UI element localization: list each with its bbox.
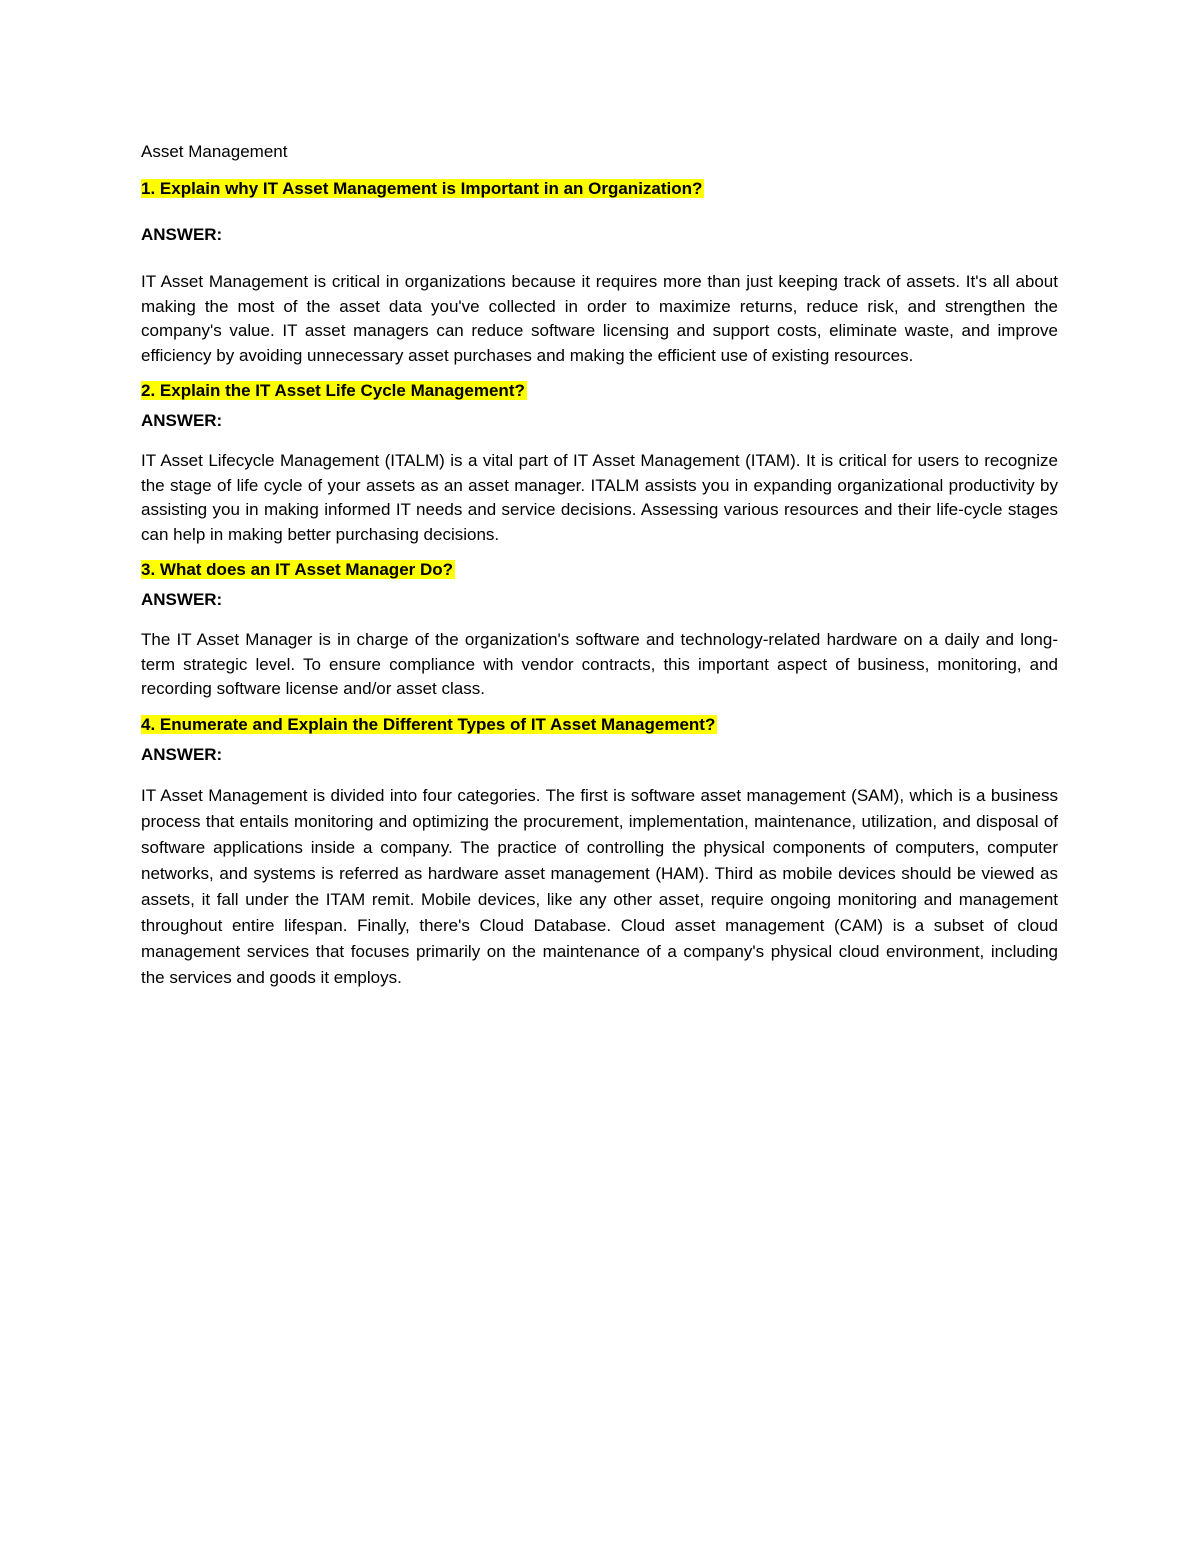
qa-section-1 (141, 178, 1058, 368)
answer-2-text: IT Asset Lifecycle Management (ITALM) is a vital part of IT Asset Management (ITAM). It is critical for users to recognize the stage of life cycle of your assets as an asset manager. ITALM assists you in expanding organizational productivity by assisting you in making informed IT needs and service decisions. Assessing various resources and their life-cycle stages can help in making better purchasing decisions. (141, 451, 1058, 544)
answer-1-text: IT Asset Management is critical in organizations because it requires more than just keeping track of assets. It's all about making the most of the asset data you've collected in order to maximize returns, reduce risk, and strengthen the company's value. IT asset managers can reduce software licensing and support costs, eliminate waste, and improve efficiency by avoiding unnecessary asset purchases and making the efficient use of existing resources. (141, 272, 1058, 365)
qa-section-3 (141, 559, 1058, 702)
question-3 (141, 559, 1058, 581)
answer-label-4: ANSWER: (141, 744, 223, 764)
question-1-text: 1. Explain why IT Asset Management is Important in an Organization? (141, 179, 703, 198)
question-2 (141, 380, 1058, 402)
answer-label-1: ANSWER: (141, 225, 223, 244)
question-4-text: 4. Enumerate and Explain the Different Types of IT Asset Management? (141, 714, 716, 734)
qa-section-2 (141, 380, 1058, 547)
answer-3-text: The IT Asset Manager is in charge of the organization's software and technology-related hardware on a daily and long-term strategic level. To ensure compliance with vendor contracts, this important aspect of business, monitoring, and recording software license and/or asset class. (141, 630, 1058, 698)
question-2-text: 2. Explain the IT Asset Life Cycle Management? (141, 381, 525, 400)
qa-section-4 (141, 714, 1058, 991)
answer-4-text: IT Asset Management is divided into four categories. The first is software asset management (SAM), which is a business process that entails monitoring and optimizing the procurement, implementation, maintenance, utilization, and disposal of software applications inside a company. The practice of controlling the physical components of computers, computer networks, and systems is referred as hardware asset management (HAM). Third as mobile devices should be viewed as assets, it fall under the ITAM remit. Mobile devices, like any other asset, require ongoing monitoring and management throughout entire lifespan. Finally, there's Cloud Database. Cloud asset management (CAM) is a subset of cloud management services that focuses primarily on the maintenance of a company's physical cloud environment, including the services and goods it employs. (141, 785, 1058, 987)
answer-label-3: ANSWER: (141, 590, 223, 609)
document-page (141, 140, 1058, 991)
question-1 (141, 178, 1058, 200)
question-3-text: 3. What does an IT Asset Manager Do? (141, 560, 454, 579)
question-4 (141, 714, 1058, 736)
answer-label-2: ANSWER: (141, 411, 223, 430)
document-title: Asset Management (141, 142, 288, 161)
